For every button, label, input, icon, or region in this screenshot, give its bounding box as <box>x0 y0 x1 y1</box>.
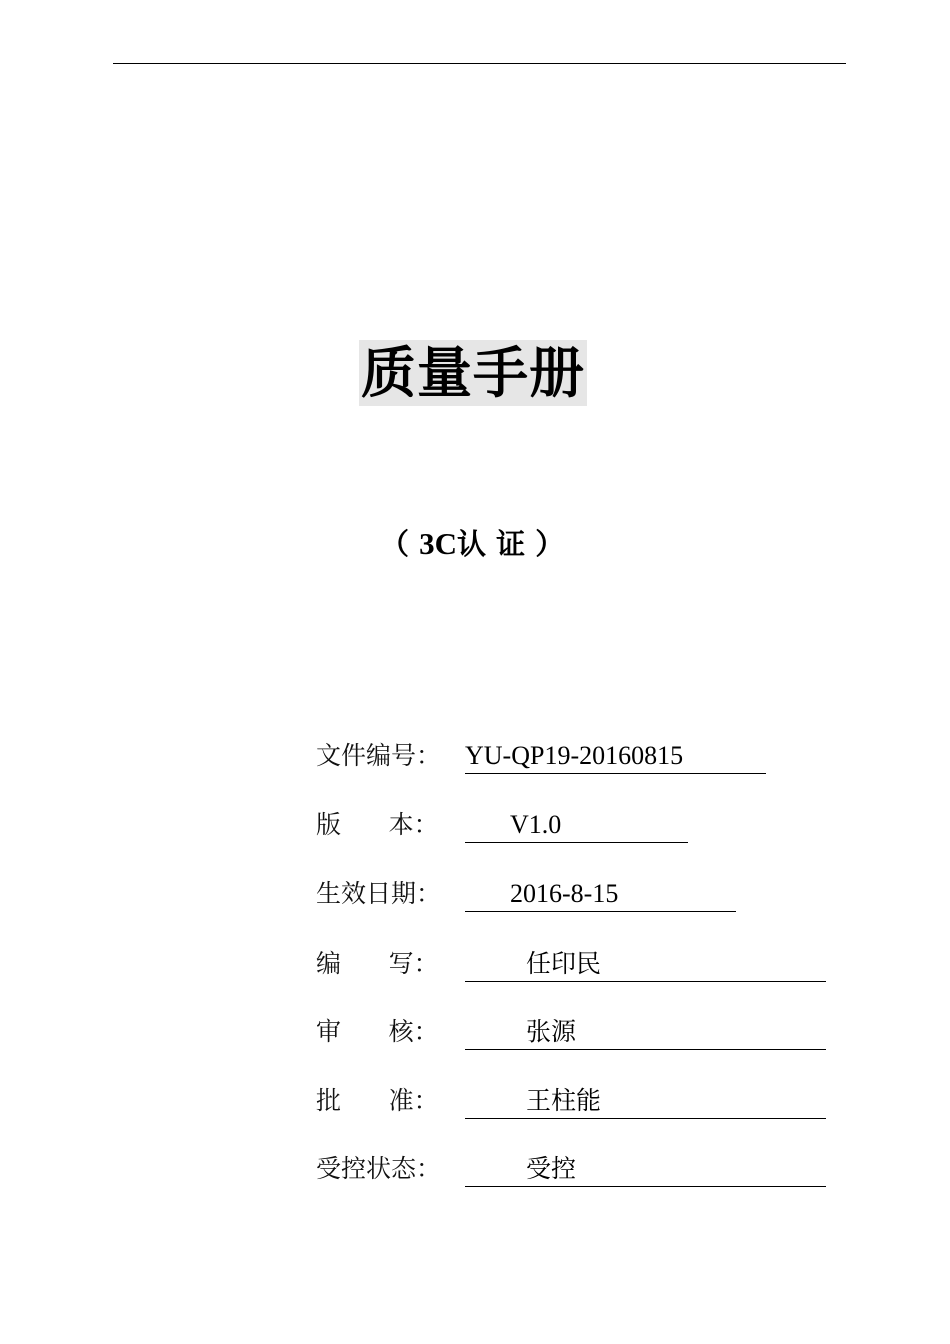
field-value: 张源 <box>526 1017 577 1046</box>
field-value: 王柱能 <box>526 1086 602 1115</box>
field-value: 2016-8-15 <box>510 879 619 908</box>
document-title: 质量手册 <box>361 341 586 405</box>
subtitle-cjk: 认 证 <box>457 527 526 561</box>
field-label: 受控状态： <box>316 1154 442 1183</box>
subtitle-close-paren: ） <box>525 527 565 561</box>
field-value-line <box>465 946 826 982</box>
field-value: 受控 <box>526 1154 577 1183</box>
field-label: 生效日期： <box>316 879 442 908</box>
field-value-line <box>465 1083 826 1119</box>
field-value-line <box>465 807 688 843</box>
field-value: V1.0 <box>510 810 562 839</box>
header-rule <box>113 63 846 64</box>
field-value: 任印民 <box>526 949 602 978</box>
field-value: YU-QP19-20160815 <box>465 741 684 770</box>
field-value-line <box>465 876 736 912</box>
subtitle-open-paren: （ <box>380 527 420 561</box>
document-subtitle <box>380 524 564 564</box>
field-value-line <box>465 1151 826 1187</box>
field-value-line <box>465 1014 826 1050</box>
field-label: 版 本： <box>316 810 439 839</box>
field-label: 文件编号： <box>316 741 442 770</box>
field-label: 审 核： <box>316 1017 439 1046</box>
subtitle-latin: 3C <box>419 526 457 561</box>
field-value-line <box>465 738 766 774</box>
field-label: 编 写： <box>316 949 439 978</box>
field-label: 批 准： <box>316 1086 439 1115</box>
